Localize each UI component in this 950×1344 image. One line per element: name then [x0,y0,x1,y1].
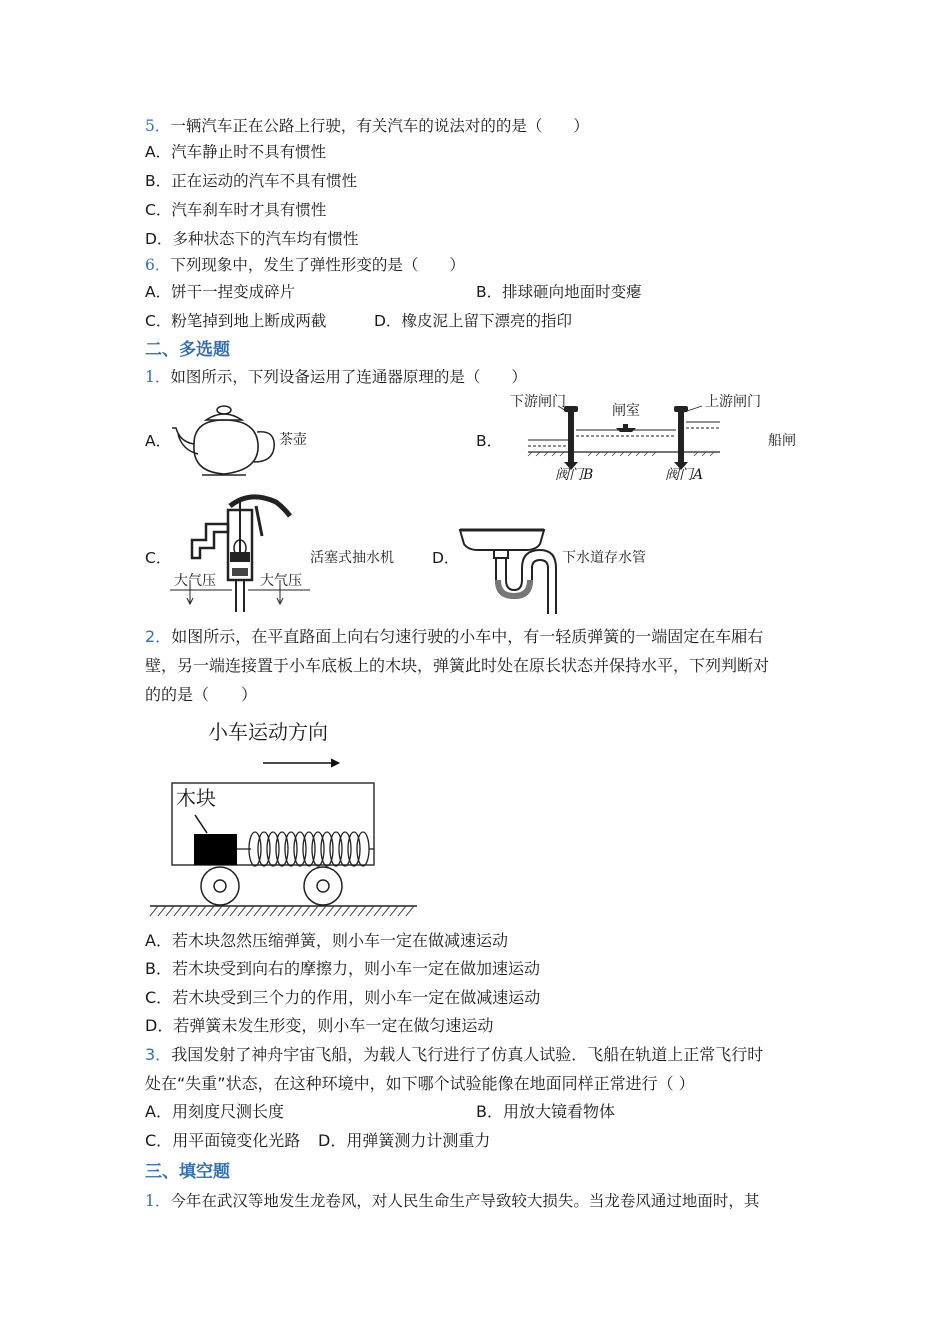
mq3-option-d: D．用弹簧测力计测重力 [318,1131,491,1150]
section-title-fill-in: 三、填空题 [145,1162,230,1182]
cart-wheel-right [304,867,342,905]
ship-lock-valve-a-label: 阀门A [665,467,704,483]
q5-number: 5． [145,117,171,135]
ship-lock-upstream-gate-label: 上游闸门 [705,394,761,410]
mq2-option-b: B．若木块受到向右的摩擦力，则小车一定在做加速运动 [145,959,540,978]
mq3-option-c: C．用平面镜变化光路 [145,1131,301,1150]
ship-lock-valve-b-label: 阀门B [555,467,594,483]
mq3-option-a: A．用刻度尺测长度 [145,1102,284,1121]
mq1-stem-line: 1．如图所示，下列设备运用了连通器原理的是（ ） [145,368,527,386]
mq2-option-a: A．若木块忽然压缩弹簧，则小车一定在做减速运动 [145,931,508,950]
q5-option-b: B．正在运动的汽车不具有惯性 [145,172,358,190]
mq1-option-b-label: B． [476,432,503,450]
teapot-figure [172,404,278,480]
section-title-multiple-choice: 二、多选题 [145,340,230,360]
pump-atm-left-label: 大气压 [174,573,216,589]
ship-lock-downstream-gate-label: 下游闸门 [510,394,566,410]
cart-figure [145,755,420,920]
wooden-block [194,834,237,865]
q5-option-d: D．多种状态下的汽车均有惯性 [145,230,359,248]
pump-atm-right-label: 大气压 [260,573,302,589]
q6-option-b: B．排球砸向地面时变瘪 [476,283,642,301]
cart-wheel-left [201,867,239,905]
mq2-option-c: C．若木块受到三个力的作用，则小车一定在做减速运动 [145,988,541,1007]
mq1-option-a-label: A． [145,432,172,450]
q6-option-d: D．橡皮泥上留下漂亮的指印 [374,312,572,330]
q6-option-c: C．粉笔掉到地上断成两截 [145,312,327,330]
mq1-option-d-label: D． [432,549,460,567]
piston-pump-figure [170,496,310,614]
ship-lock-chamber-label: 闸室 [612,403,640,419]
q6-stem: 下列现象中，发生了弹性形变的是（ ） [170,256,465,274]
pump-caption: 活塞式抽水机 [310,550,394,566]
mq2-line-3: 的的是（ ） [145,685,258,704]
q6-option-a: A．饼干一捏变成碎片 [145,283,296,301]
mq2-line-1: 2．如图所示，在平直路面上向右匀速行驶的小车中，有一轻质弹簧的一端固定在车厢右 [145,627,764,646]
wooden-block-label: 木块 [176,786,216,810]
mq3-line-2: 处在“失重”状态，在这种环境中，如下哪个试验能像在地面同样正常进行（ ） [145,1074,695,1093]
drain-trap-figure [456,528,556,616]
q5-stem-line [145,115,589,137]
mq2-option-d: D．若弹簧未发生形变，则小车一定在做匀速运动 [145,1016,494,1035]
q6-stem-line [145,254,465,276]
q5-option-a: A．汽车静止时不具有惯性 [145,143,327,161]
mq2-line-2: 壁，另一端连接置于小车底板上的木块，弹簧此时处在原长状态并保持水平，下列判断对 [145,656,770,675]
fq1-line: 1．今年在武汉等地发生龙卷风，对人民生命生产导致较大损失。当龙卷风通过地面时，其 [145,1192,760,1210]
spring [237,832,374,866]
cart-direction-label: 小车运动方向 [208,720,328,744]
teapot-caption: 茶壶 [279,432,307,448]
mq3-line-1: 3．我国发射了神舟宇宙飞船，为载人飞行进行了仿真人试验．飞船在轨道上正常飞行时 [145,1045,764,1064]
ship-lock-caption: 船闸 [768,433,796,449]
q5-stem: 一辆汽车正在公路上行驶，有关汽车的说法对的的是（ ） [170,117,589,135]
mq3-option-b: B．用放大镜看物体 [476,1102,615,1121]
q6-number: 6． [145,256,171,274]
mq1-option-c-label: C． [145,549,172,567]
q5-option-c: C．汽车刹车时才具有惯性 [145,201,327,219]
drain-trap-caption: 下水道存水管 [562,550,646,566]
